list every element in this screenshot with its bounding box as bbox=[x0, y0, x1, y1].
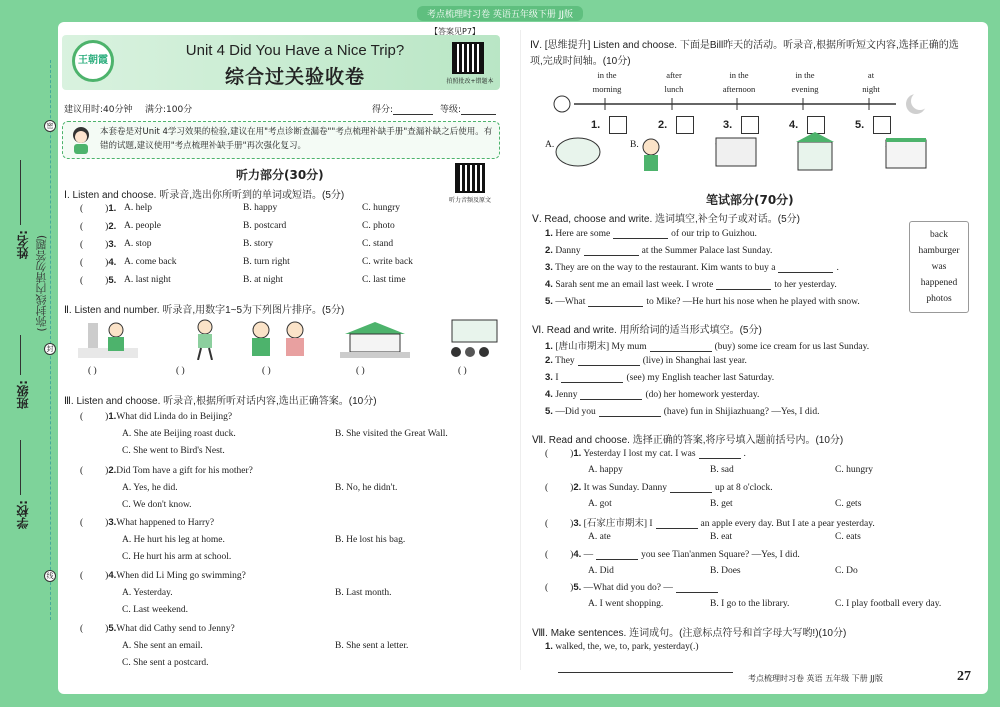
open-paren: ( bbox=[80, 240, 84, 250]
close-paren: ) bbox=[105, 571, 109, 581]
full-score: 满分:100分 bbox=[145, 105, 193, 115]
option-c: C. She went to Bird's Nest. bbox=[122, 446, 225, 456]
option-b: B. eat bbox=[710, 532, 733, 542]
open-paren: ( bbox=[545, 483, 549, 493]
option-b: B. She sent a letter. bbox=[335, 641, 409, 651]
option-b: B. turn right bbox=[243, 257, 290, 267]
answer-paren[interactable]: ( ) bbox=[458, 366, 467, 376]
item-number: 5. bbox=[108, 275, 117, 286]
answer-paren[interactable]: ( ) bbox=[356, 366, 365, 376]
scrambled-words: walked, the, we, to, park, yesterday(.) bbox=[555, 642, 699, 652]
audio-qr-code-icon[interactable] bbox=[455, 163, 485, 193]
word-bank bbox=[909, 221, 969, 313]
series-title: 考点梳理时习卷 英语五年级下册 JJ版 bbox=[417, 6, 583, 21]
question-row bbox=[80, 623, 235, 634]
question-row bbox=[80, 411, 232, 422]
fill-blank-item bbox=[545, 355, 747, 366]
close-paren: ) bbox=[105, 222, 109, 232]
open-paren: ( bbox=[545, 550, 549, 560]
option-a: A. Did bbox=[588, 566, 614, 576]
close-paren: ) bbox=[105, 412, 109, 422]
close-paren: ) bbox=[105, 258, 109, 268]
question-row bbox=[80, 465, 253, 476]
sentence-item bbox=[545, 641, 699, 652]
choice-question bbox=[545, 448, 746, 459]
choice-row bbox=[80, 239, 116, 250]
fill-blank-item bbox=[545, 245, 772, 256]
section-2-title: Ⅱ. Listen and number. 听录音,用数字1~5为下列图片排序。(5分) bbox=[64, 305, 345, 316]
option-a: A. last night bbox=[124, 275, 171, 285]
item-number: 3. bbox=[545, 262, 553, 273]
option-a: A. people bbox=[124, 221, 161, 231]
answer-blank[interactable] bbox=[588, 297, 643, 307]
option-label: B. bbox=[630, 140, 639, 150]
brand-logo: 王朝霞 bbox=[72, 40, 114, 82]
sentence-end: (buy) some ice cream for us last Sunday. bbox=[714, 342, 870, 352]
option-c: C. Last weekend. bbox=[122, 605, 188, 615]
option-b: B. at night bbox=[243, 275, 283, 285]
sentence-end: . bbox=[836, 263, 839, 273]
open-paren: ( bbox=[80, 222, 84, 232]
fill-blank-item bbox=[545, 296, 860, 307]
word-bank-item: was bbox=[931, 262, 947, 272]
option-b: B. He lost his bag. bbox=[335, 535, 406, 545]
option-c: C. photo bbox=[362, 221, 395, 231]
close-paren: ) bbox=[570, 483, 574, 493]
answer-reference: 【答案见P7】 bbox=[430, 27, 480, 36]
time-label-bottom: evening bbox=[791, 84, 819, 94]
option-b: B. get bbox=[710, 499, 733, 509]
answer-blank[interactable] bbox=[699, 449, 741, 459]
close-paren: ) bbox=[105, 466, 109, 476]
option-b: B. I go to the library. bbox=[710, 599, 790, 609]
question-text: What did Linda do in Beijing? bbox=[116, 412, 233, 422]
question-row bbox=[80, 517, 214, 528]
fill-blank-item bbox=[545, 338, 869, 352]
time-label-top: in the bbox=[729, 70, 749, 80]
close-paren: ) bbox=[570, 449, 574, 459]
section-5-title: Ⅴ. Read, choose and write. 选词填空,补全句子或对话。(5分) bbox=[532, 214, 801, 225]
answer-blank[interactable] bbox=[596, 550, 638, 560]
time-label-top: in the bbox=[597, 70, 617, 80]
item-number: 1. bbox=[573, 448, 582, 459]
open-paren: ( bbox=[545, 449, 549, 459]
girl-reading-picture-icon bbox=[78, 318, 138, 360]
open-paren: ( bbox=[80, 204, 84, 214]
word-bank-item: photos bbox=[926, 294, 952, 304]
boy-hurt-picture-icon bbox=[180, 318, 230, 360]
top-banner bbox=[0, 0, 1000, 22]
open-paren: ( bbox=[545, 519, 549, 529]
class-blank bbox=[20, 335, 21, 375]
answer-paren[interactable]: ( ) bbox=[176, 366, 185, 376]
time-label-bottom: lunch bbox=[664, 84, 684, 94]
open-paren: ( bbox=[80, 412, 84, 422]
question-text: Did Tom have a gift for his mother? bbox=[116, 466, 253, 476]
option-a: A. I went shopping. bbox=[588, 599, 664, 609]
section-7-title: Ⅶ. Read and choose. 选择正确的答案,将序号填入题前括号内。(10分) bbox=[532, 435, 844, 446]
fill-blank-item bbox=[545, 372, 774, 383]
sentence-end: (live) in Shanghai last year. bbox=[642, 356, 747, 366]
item-number: 4. bbox=[545, 389, 553, 400]
qr-caption: 拍照批改+错题本 bbox=[446, 78, 494, 85]
sentence-start: —What bbox=[555, 297, 586, 307]
option-a: A. He hurt his leg at home. bbox=[122, 535, 225, 545]
option-c: C. I play football every day. bbox=[835, 599, 942, 609]
sentence-start: Jenny bbox=[555, 390, 578, 400]
option-c: C. hungry bbox=[362, 203, 400, 213]
item-number: 5. bbox=[573, 582, 582, 593]
option-c: C. gets bbox=[835, 499, 862, 509]
option-a: A. help bbox=[124, 203, 152, 213]
sentence-start: Here are some bbox=[555, 229, 611, 239]
option-a: A. ate bbox=[588, 532, 611, 542]
sentence-end: (see) my English teacher last Saturday. bbox=[626, 373, 775, 383]
answer-blank[interactable] bbox=[656, 519, 698, 529]
item-number: 1. bbox=[108, 203, 117, 214]
class-label: 班级: bbox=[16, 380, 30, 409]
section-8-title: Ⅷ. Make sentences. 连词成句。(注意标点符号和首字母大写哟!)(10分) bbox=[532, 628, 847, 639]
sentence-end: an apple every day. But I ate a pear yesterday. bbox=[700, 519, 875, 529]
sentence-start: [石家庄市期末] I bbox=[583, 519, 653, 529]
qr-code-icon[interactable] bbox=[452, 42, 484, 74]
option-c: C. last time bbox=[362, 275, 406, 285]
exam-title: 综合过关验收卷 bbox=[224, 66, 365, 88]
teacher-avatar-icon bbox=[68, 125, 94, 155]
audio-qr-caption: 听力音频及原文 bbox=[448, 197, 491, 204]
open-paren: ( bbox=[545, 583, 549, 593]
sentence-end: (have) fun in Shijiazhuang? —Yes, I did. bbox=[663, 407, 820, 417]
option-c: C. Do bbox=[835, 566, 858, 576]
option-b: B. No, he didn't. bbox=[335, 483, 398, 493]
option-b: B. postcard bbox=[243, 221, 287, 231]
time-label-top: in the bbox=[795, 70, 815, 80]
sentence-end: of our trip to Guizhou. bbox=[671, 229, 757, 239]
sentence-start: It was Sunday. Danny bbox=[583, 483, 667, 493]
option-c: C. She sent a postcard. bbox=[122, 658, 209, 668]
option-b: B. Last month. bbox=[335, 588, 392, 598]
sentence-start: [唐山市期末] My mum bbox=[555, 342, 647, 352]
seal-mark: 密 bbox=[44, 120, 56, 132]
close-paren: ) bbox=[105, 518, 109, 528]
choice-row bbox=[80, 275, 116, 286]
answer-blank[interactable] bbox=[584, 246, 639, 256]
item-number: 2. bbox=[108, 221, 117, 232]
timeline-number: 3. bbox=[723, 119, 733, 131]
item-number: 2. bbox=[545, 355, 553, 366]
choice-row bbox=[80, 203, 116, 214]
open-paren: ( bbox=[80, 466, 84, 476]
section-1-title: Ⅰ. Listen and choose. 听录音,选出你所听到的单词或短语。(5分) bbox=[64, 190, 345, 201]
open-paren: ( bbox=[80, 518, 84, 528]
sentence-end: to Mike? —He hurt his nose when he played with snow. bbox=[646, 297, 860, 307]
timeline-graphic bbox=[548, 92, 938, 180]
option-a: A. come back bbox=[124, 257, 177, 267]
time-label-top: after bbox=[666, 70, 682, 80]
sentence-start: I bbox=[555, 373, 559, 383]
sentence-start: — bbox=[583, 550, 594, 560]
item-number: 5. bbox=[108, 623, 117, 634]
seal-cut-line bbox=[50, 60, 51, 620]
sentence-end: . bbox=[743, 449, 746, 459]
score-label: 得分: bbox=[372, 105, 394, 115]
question-text: What did Cathy send to Jenny? bbox=[116, 624, 235, 634]
item-number: 4. bbox=[573, 549, 582, 560]
option-c: C. He hurt his arm at school. bbox=[122, 552, 232, 562]
item-number: 4. bbox=[108, 570, 117, 581]
sentence-start: Danny bbox=[555, 246, 581, 256]
close-paren: ) bbox=[570, 550, 574, 560]
sentence-end: up at 8 o'clock. bbox=[714, 483, 773, 493]
fill-blank-item bbox=[545, 228, 757, 239]
time-label-bottom: night bbox=[862, 84, 880, 94]
fill-blank-item bbox=[545, 406, 819, 417]
timeline-number: 4. bbox=[789, 119, 799, 131]
sentence-start: Yesterday I lost my cat. I was bbox=[583, 449, 696, 459]
item-number: 4. bbox=[108, 257, 117, 268]
answer-blank[interactable] bbox=[599, 407, 661, 417]
time-label-bottom: afternoon bbox=[722, 84, 756, 94]
writing-part-title: 笔试部分(70分) bbox=[706, 193, 794, 207]
sentence-end: to her yesterday. bbox=[774, 280, 837, 290]
timeline-number: 1. bbox=[591, 119, 601, 131]
item-number: 2. bbox=[545, 245, 553, 256]
unit-title: Unit 4 Did You Have a Nice Trip? bbox=[185, 42, 405, 59]
answer-blank[interactable] bbox=[716, 280, 771, 290]
section-6-title: Ⅵ. Read and write. 用所给词的适当形式填空。(5分) bbox=[532, 325, 762, 336]
notice-text: 本套卷是对Unit 4学习效果的检验,建议在用"考点诊断查漏卷""考点梳理补缺手册"查漏补缺之后使用。有错的试题,建议使用"考点梳理补缺手册"再次强化复习。 bbox=[100, 127, 493, 151]
item-number: 2. bbox=[108, 465, 117, 476]
sentence-end: at the Summer Palace last Sunday. bbox=[641, 246, 773, 256]
option-b: B. Does bbox=[710, 566, 741, 576]
close-paren: ) bbox=[105, 276, 109, 286]
answer-paren[interactable]: ( ) bbox=[88, 366, 97, 376]
seal-mark: 封 bbox=[44, 343, 56, 355]
palace-picture-icon bbox=[340, 320, 410, 360]
page-number: 27 bbox=[957, 669, 971, 684]
open-paren: ( bbox=[80, 571, 84, 581]
school-label: 学校: bbox=[16, 500, 30, 529]
option-a: A. got bbox=[588, 499, 612, 509]
item-number: 5. bbox=[545, 296, 553, 307]
choice-question bbox=[545, 482, 773, 493]
item-number: 1. bbox=[545, 341, 553, 352]
sentence-start: Sarah sent me an email last week. I wrote bbox=[555, 280, 714, 290]
open-paren: ( bbox=[80, 624, 84, 634]
close-paren: ) bbox=[570, 583, 574, 593]
option-c: C. hungry bbox=[835, 465, 873, 475]
option-a: A. She sent an email. bbox=[122, 641, 203, 651]
column-divider bbox=[520, 30, 521, 670]
answer-blank[interactable] bbox=[670, 483, 712, 493]
section-3-title: Ⅲ. Listen and choose. 听录音,根据所听对话内容,选出正确答案。(10分) bbox=[64, 396, 377, 407]
close-paren: ) bbox=[105, 240, 109, 250]
item-number: 3. bbox=[108, 517, 117, 528]
answer-paren[interactable]: ( ) bbox=[262, 366, 271, 376]
answer-line[interactable] bbox=[558, 672, 733, 673]
option-b: B. sad bbox=[710, 465, 734, 475]
choice-question bbox=[545, 549, 800, 560]
option-a: A. stop bbox=[124, 239, 152, 249]
time-label-bottom: morning bbox=[592, 84, 622, 94]
fill-blank-item bbox=[545, 279, 837, 290]
two-kids-picture-icon bbox=[243, 318, 313, 360]
choice-question bbox=[545, 515, 875, 529]
option-c: C. write back bbox=[362, 257, 413, 267]
cinema-picture-icon bbox=[442, 318, 502, 360]
section-4-title: Ⅳ. [思维提升] Listen and choose. 下面是Bill昨天的活动。听录音,根据所听短文内容,选择正确的选项,完成时间轴。(10分) bbox=[530, 40, 959, 67]
name-label: 姓名: bbox=[16, 230, 30, 259]
item-number: 1. bbox=[108, 411, 117, 422]
item-number: 3. bbox=[573, 518, 582, 529]
timeline-number: 5. bbox=[855, 119, 865, 131]
listening-part-title: 听力部分(30分) bbox=[236, 168, 324, 182]
sentence-start: —Did you bbox=[555, 407, 596, 417]
answer-blank[interactable] bbox=[676, 583, 718, 593]
choice-question bbox=[545, 582, 721, 593]
answer-blank[interactable] bbox=[561, 373, 623, 383]
close-paren: ) bbox=[570, 519, 574, 529]
timeline-number: 2. bbox=[658, 119, 668, 131]
item-number: 1. bbox=[545, 228, 553, 239]
option-label: A. bbox=[545, 140, 555, 150]
choice-row bbox=[80, 257, 116, 268]
option-b: B. She visited the Great Wall. bbox=[335, 429, 448, 439]
sentence-start: —What did you do? — bbox=[583, 583, 673, 593]
option-a: A. Yesterday. bbox=[122, 588, 173, 598]
school-blank bbox=[20, 440, 21, 495]
close-paren: ) bbox=[105, 204, 109, 214]
open-paren: ( bbox=[80, 258, 84, 268]
option-a: A. happy bbox=[588, 465, 623, 475]
sentence-end: (do) her homework yesterday. bbox=[645, 390, 760, 400]
word-bank-item: back bbox=[930, 230, 948, 240]
item-number: 3. bbox=[108, 239, 117, 250]
score-field[interactable] bbox=[372, 102, 433, 115]
word-bank-item: happened bbox=[920, 278, 958, 288]
sentence-start: They bbox=[555, 356, 575, 366]
option-b: B. story bbox=[243, 239, 274, 249]
option-b: B. happy bbox=[243, 203, 278, 213]
item-number: 1. bbox=[545, 641, 553, 652]
seal-mark: 线 bbox=[44, 570, 56, 582]
item-number: 3. bbox=[545, 372, 553, 383]
answer-blank[interactable] bbox=[580, 390, 642, 400]
option-a: A. Yes, he did. bbox=[122, 483, 178, 493]
item-number: 4. bbox=[545, 279, 553, 290]
option-c: C. We don't know. bbox=[122, 500, 192, 510]
name-blank bbox=[20, 160, 21, 225]
grade-label: 等级: bbox=[440, 105, 462, 115]
word-bank-item: hamburger bbox=[918, 246, 960, 256]
open-paren: ( bbox=[80, 276, 84, 286]
grade-field[interactable] bbox=[440, 102, 496, 115]
close-paren: ) bbox=[105, 624, 109, 634]
fill-blank-item bbox=[545, 389, 759, 400]
fill-blank-item bbox=[545, 262, 839, 273]
sentence-start: They are on the way to the restaurant. Kim wants to buy a bbox=[555, 263, 776, 273]
answer-blank[interactable] bbox=[613, 229, 668, 239]
answer-blank[interactable] bbox=[650, 342, 712, 352]
question-text: What happened to Harry? bbox=[116, 518, 215, 528]
footer-text: 考点梳理时习卷 英语 五年级 下册 JJ版 bbox=[748, 674, 883, 683]
option-c: C. stand bbox=[362, 239, 394, 249]
time-label-top: at bbox=[867, 70, 875, 80]
question-row bbox=[80, 570, 246, 581]
answer-blank[interactable] bbox=[778, 263, 833, 273]
seal-note: (弥封线内请勿答题) bbox=[35, 235, 48, 332]
answer-blank[interactable] bbox=[578, 356, 640, 366]
option-c: C. eats bbox=[835, 532, 861, 542]
choice-row bbox=[80, 221, 116, 232]
item-number: 5. bbox=[545, 406, 553, 417]
suggested-time: 建议用时:40分钟 bbox=[64, 105, 133, 115]
item-number: 2. bbox=[573, 482, 582, 493]
question-text: When did Li Ming go swimming? bbox=[116, 571, 246, 581]
option-a: A. She ate Beijing roast duck. bbox=[122, 429, 236, 439]
sentence-end: you see Tian'anmen Square? —Yes, I did. bbox=[641, 550, 800, 560]
